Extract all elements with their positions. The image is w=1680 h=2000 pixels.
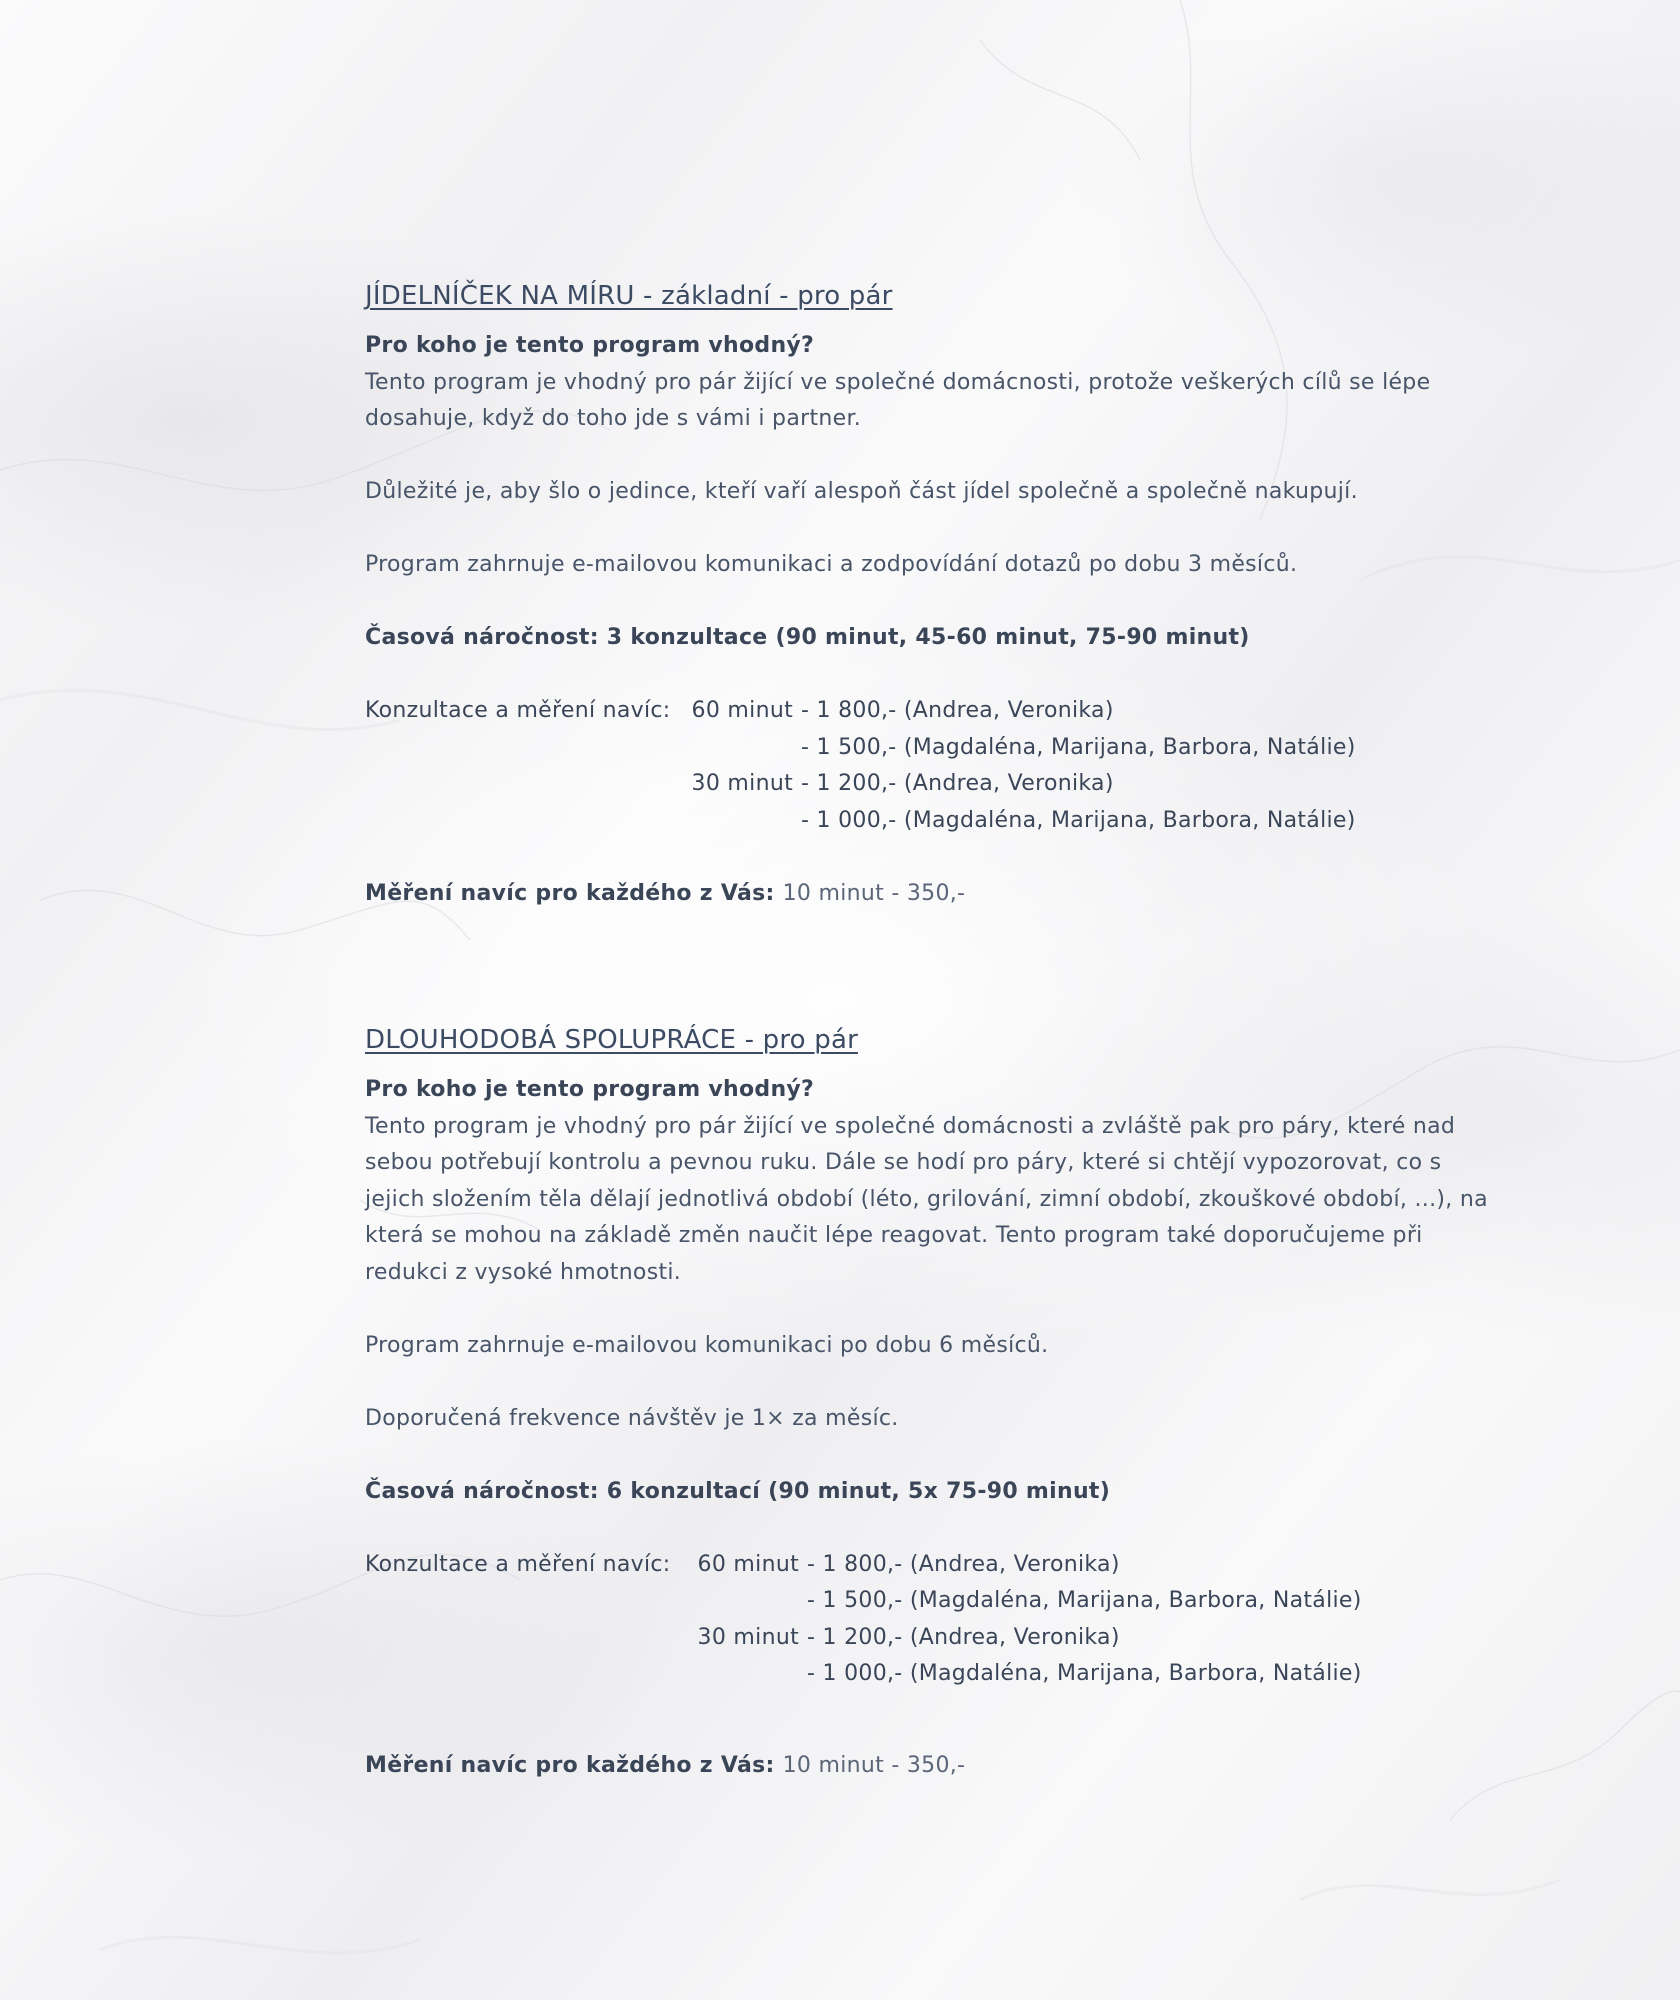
pricing-row: [365, 693, 1356, 730]
pricing-duration: 30 minut: [691, 771, 793, 796]
pricing-price: - 1 200,- (Andrea, Veronika): [807, 1624, 1120, 1650]
pricing-duration: 30 minut: [697, 1624, 799, 1650]
extra-measurement-value: 10 minut - 350,-: [782, 880, 966, 906]
section-includes: Program zahrnuje e-mailovou komunikaci a zodpovídání dotazů po dobu 3 měsíců.: [365, 552, 1298, 577]
pricing-price: - 1 000,- (Magdaléna, Marijana, Barbora, Natálie): [807, 1661, 1362, 1686]
pricing-label: Konzultace a měření navíc:: [365, 1551, 671, 1577]
section-description: Tento program je vhodný pro pár žijící ve společné domácnosti, protože veškerých cílů se lépe dosahuje, když do toho jde s vámi i partner.: [365, 369, 1431, 431]
section-time: Časová náročnost: 3 konzultace (90 minut, 45-60 minut, 75-90 minut): [365, 625, 1250, 650]
pricing-duration: [681, 730, 801, 767]
pricing-table: [365, 1547, 1362, 1693]
pricing-row: [365, 1620, 1362, 1657]
section-question: Pro koho je tento program vhodný?: [365, 1077, 815, 1102]
section-time: Časová náročnost: 6 konzultací (90 minut, 5x 75-90 minut): [365, 1478, 1111, 1504]
pricing-price: - 1 800,- (Andrea, Veronika): [807, 1551, 1120, 1577]
pricing-price: - 1 200,- (Andrea, Veronika): [801, 771, 1114, 796]
pricing-price: - 1 500,- (Magdaléna, Marijana, Barbora, Natálie): [807, 1588, 1362, 1613]
extra-measurement: [365, 1748, 1495, 1785]
pricing-duration: 60 minut: [691, 698, 793, 723]
pricing-row: [365, 730, 1356, 767]
extra-measurement: [365, 876, 1495, 913]
pricing-price: - 1 500,- (Magdaléna, Marijana, Barbora, Natálie): [801, 734, 1356, 760]
pricing-label: Konzultace a měření navíc:: [365, 698, 671, 723]
section-includes: Program zahrnuje e-mailovou komunikaci po dobu 6 měsíců.: [365, 1332, 1049, 1358]
pricing-table: [365, 693, 1356, 839]
section-title: JÍDELNÍČEK NA MÍRU - základní - pro pár: [365, 281, 893, 311]
pricing-duration: [681, 803, 801, 840]
pricing-duration: [687, 1656, 807, 1693]
content: [365, 278, 1495, 1784]
pricing-price: - 1 000,- (Magdaléna, Marijana, Barbora, Natálie): [801, 807, 1356, 833]
section-note: Důležité je, aby šlo o jedince, kteří vaří alespoň část jídel společně a společně nakupují.: [365, 479, 1358, 504]
program-section-basic-couple: [365, 278, 1495, 912]
extra-measurement-value: 10 minut - 350,-: [782, 1752, 966, 1778]
pricing-row: [365, 1656, 1362, 1693]
pricing-row: [365, 803, 1356, 840]
section-question: Pro koho je tento program vhodný?: [365, 333, 815, 358]
pricing-row: [365, 766, 1356, 803]
section-title: DLOUHODOBÁ SPOLUPRÁCE - pro pár: [365, 1025, 858, 1055]
pricing-row: [365, 1547, 1362, 1584]
extra-measurement-label: Měření navíc pro každého z Vás:: [365, 880, 775, 906]
pricing-duration: 60 minut: [697, 1551, 799, 1577]
extra-measurement-label: Měření navíc pro každého z Vás:: [365, 1752, 775, 1778]
section-description: Tento program je vhodný pro pár žijící ve společné domácnosti a zvláště pak pro páry, které nad sebou potřebují kontrolu a pevnou ruku. Dále se hodí pro páry, které si chtějí vypozorovat, co s jejich složením těla dělají jednotlivá období (léto, grilování, zimní období, zkouškové období, ...), na která se mohou na základě změn naučit lépe reagovat. Tento program také doporučujeme při redukci z vysoké hmotnosti.: [365, 1113, 1488, 1285]
program-section-long-term-couple: [365, 1022, 1495, 1784]
pricing-row: [365, 1583, 1362, 1620]
pricing-price: - 1 800,- (Andrea, Veronika): [801, 698, 1114, 723]
pricing-duration: [687, 1583, 807, 1620]
section-frequency: Doporučená frekvence návštěv je 1× za měsíc.: [365, 1405, 899, 1431]
